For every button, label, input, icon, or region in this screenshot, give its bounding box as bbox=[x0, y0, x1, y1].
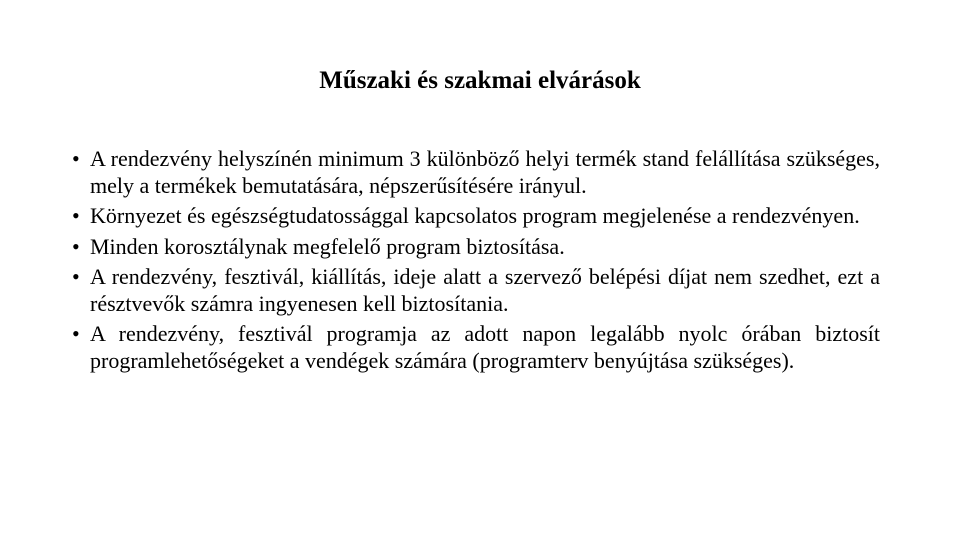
bullet-icon: • bbox=[72, 264, 80, 289]
bullet-list bbox=[72, 146, 880, 378]
bullet-text: A rendezvény, fesztivál, kiállítás, ideje alatt a szervező belépési díjat nem szedhet, ezt a résztvevők számra ingyenesen kell biztosítania. bbox=[90, 264, 880, 316]
bullet-item bbox=[72, 146, 880, 199]
bullet-item bbox=[72, 264, 880, 317]
bullet-icon: • bbox=[72, 146, 80, 171]
bullet-text: A rendezvény, fesztivál programja az adott napon legalább nyolc órában biztosít programlehetőségeket a vendégek számára (programterv benyújtása szükséges). bbox=[90, 321, 880, 373]
bullet-item bbox=[72, 203, 880, 230]
bullet-icon: • bbox=[72, 203, 80, 228]
bullet-item bbox=[72, 321, 880, 374]
slide-title: Műszaki és szakmai elvárások bbox=[319, 67, 641, 94]
bullet-item bbox=[72, 234, 880, 261]
bullet-icon: • bbox=[72, 233, 80, 259]
bullet-text: Környezet és egészségtudatossággal kapcsolatos program megjelenése a rendezvényen. bbox=[90, 203, 860, 228]
bullet-text: Minden korosztálynak megfelelő program biztosítása. bbox=[90, 233, 565, 259]
bullet-text: A rendezvény helyszínén minimum 3 különböző helyi termék stand felállítása szükséges, mely a termékek bemutatására, népszerűsítésére irányul. bbox=[90, 146, 880, 198]
bullet-icon: • bbox=[72, 321, 80, 346]
